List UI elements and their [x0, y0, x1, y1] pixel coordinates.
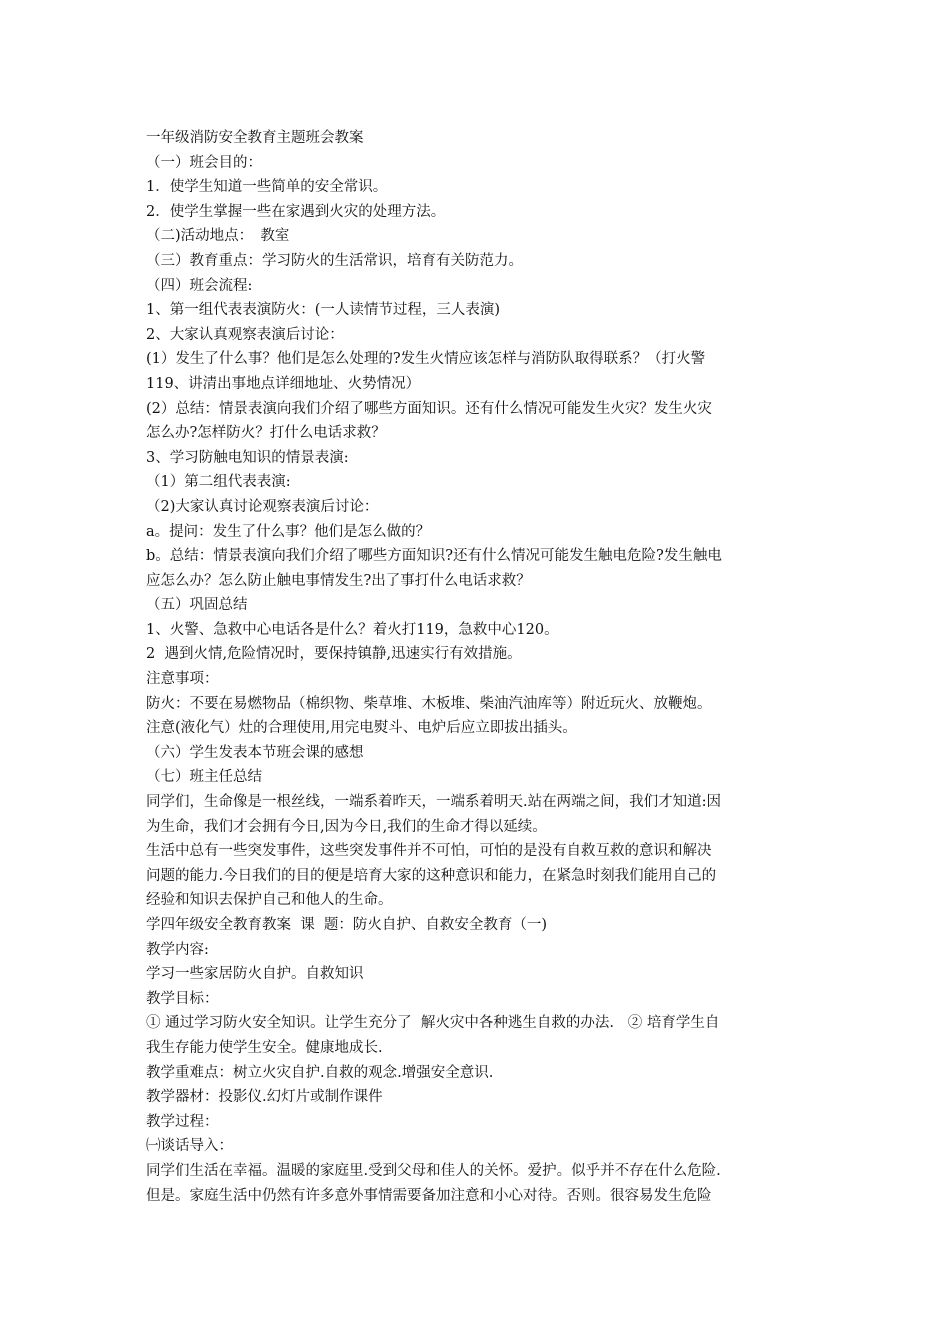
- text-line: 同学们生活在幸福。温暖的家庭里.受到父母和佳人的关怀。爱护。似乎并不存在什么危险.: [146, 1162, 721, 1179]
- text-line: 3、学习防触电知识的情景表演:: [146, 449, 349, 466]
- text-line: 一年级消防安全教育主题班会教案: [146, 130, 364, 146]
- text-line: a。提问：发生了什么事？他们是怎么做的？: [146, 523, 431, 540]
- text-line: （1）第二组代表表演:: [146, 474, 291, 491]
- text-line: 生活中总有一些突发事件，这些突发事件并不可怕，可怕的是没有自救互救的意识和解决: [146, 843, 712, 860]
- text-line: （七）班主任总结: [146, 769, 262, 786]
- text-line: 教学内容:: [146, 941, 209, 958]
- text-line: ㈠谈话导入：: [146, 1138, 233, 1155]
- text-line: 注意事项：: [146, 671, 219, 688]
- text-line: 1、第一组代表表演防火：(一人读情节过程，三人表演): [146, 302, 501, 319]
- text-line: 学习一些家居防火自护。自救知识: [146, 966, 364, 983]
- text-line: 问题的能力.今日我们的目的便是培育大家的这种意识和能力，在紧急时刻我们能用自己的: [146, 867, 717, 884]
- text-line: 2．使学生掌握一些在家遇到火灾的处理方法。: [146, 203, 446, 220]
- text-line: 防火：不要在易燃物品（棉织物、柴草堆、木板堆、柴油汽油库等）附近玩火、放鞭炮。: [146, 695, 712, 712]
- text-line: 1、火警、急救中心电话各是什么？着火打119，急救中心120。: [146, 621, 559, 638]
- text-line: 怎么办?怎样防火？打什么电话求救？: [146, 425, 386, 442]
- text-line: 2、大家认真观察表演后讨论：: [146, 326, 344, 343]
- text-line: 同学们，生命像是一根丝线，一端系着昨天，一端系着明天.站在两端之间，我们才知道:因: [146, 794, 721, 811]
- text-line: 为生命，我们才会拥有今日,因为今日,我们的生命才得以延续。: [146, 818, 547, 835]
- text-line: （2)大家认真讨论观察表演后讨论：: [146, 498, 379, 515]
- text-line: (2）总结：情景表演向我们介绍了哪些方面知识。还有什么情况可能发生火灾？发生火灾: [146, 400, 712, 417]
- text-line: （四）班会流程:: [146, 277, 253, 294]
- text-line: 我生存能力使学生安全。健康地成长.: [146, 1039, 383, 1056]
- text-line: （五）巩固总结: [146, 597, 248, 614]
- text-line: b。总结：情景表演向我们介绍了哪些方面知识?还有什么情况可能发生触电危险?发生触电: [146, 548, 722, 565]
- text-line: 教学过程：: [146, 1113, 219, 1130]
- text-line: （三）教育重点：学习防火的生活常识，培育有关防范力。: [146, 252, 523, 269]
- text-line: 学四年级安全教育教案 课 题：防火自护、自救安全教育（一): [146, 917, 548, 933]
- text-line: （六）学生发表本节班会课的感想: [146, 744, 364, 761]
- text-line: 教学目标：: [146, 990, 219, 1007]
- text-line: 教学重难点：树立火灾自护.自救的观念.增强安全意识.: [146, 1064, 494, 1081]
- text-line: （一）班会目的：: [146, 154, 262, 171]
- text-line: 注意(液化气）灶的合理使用,用完电熨斗、电炉后应立即拔出插头。: [146, 720, 577, 737]
- text-line: 经验和知识去保护自己和他人的生命。: [146, 892, 393, 909]
- text-line: （二)活动地点： 教室: [146, 228, 290, 245]
- text-line: 2 遇到火情,危险情况时，要保持镇静,迅速实行有效措施。: [146, 646, 522, 663]
- text-line: 但是。家庭生活中仍然有许多意外事情需要备加注意和小心对待。否则。很容易发生危险: [146, 1187, 712, 1204]
- text-line: 1．使学生知道一些简单的安全常识。: [146, 179, 388, 196]
- text-line: ① 通过学习防火安全知识。让学生充分了 解火灾中各种逃生自救的办法. ② 培育学生自: [146, 1015, 720, 1032]
- text-line: 教学器材：投影仪.幻灯片或制作课件: [146, 1089, 383, 1106]
- document-page: [146, 126, 810, 1208]
- text-line: 应怎么办？怎么防止触电事情发生?出了事打什么电话求救？: [146, 572, 531, 589]
- text-line: 119、讲清出事地点详细地址、火势情况）: [146, 375, 421, 392]
- text-line: (1）发生了什么事？他们是怎么处理的?发生火情应该怎样与消防队取得联系？（打火警: [146, 351, 706, 368]
